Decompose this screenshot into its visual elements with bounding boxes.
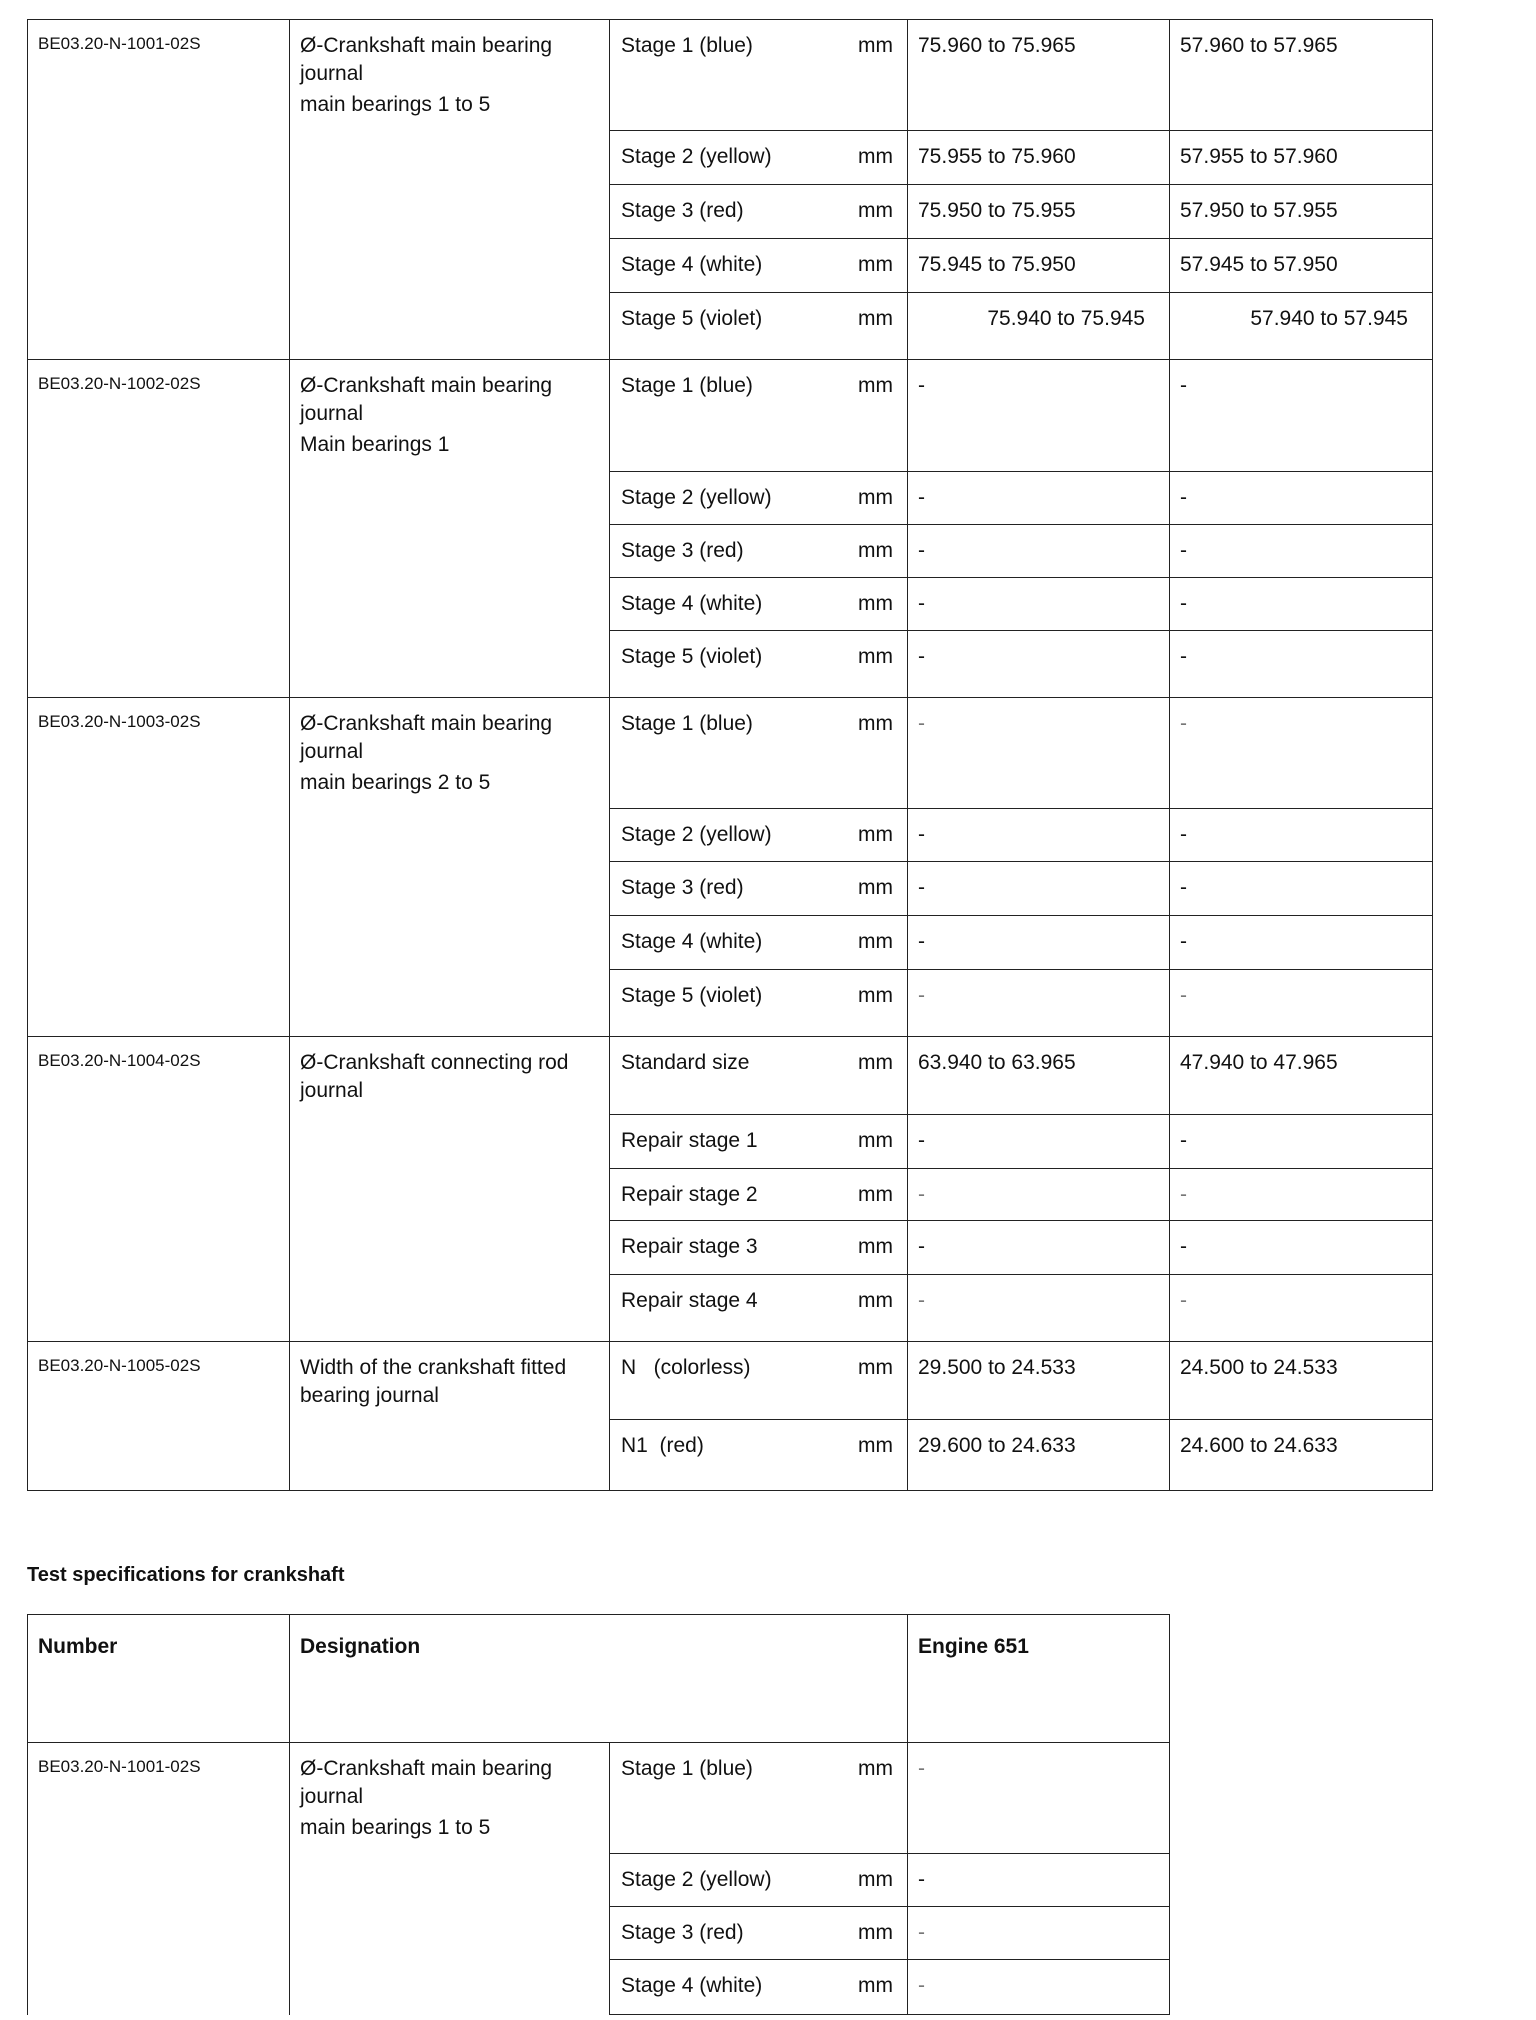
header-number: Number (28, 1615, 290, 1743)
designation-text: Width of the crankshaft fitted bearing journal (300, 1356, 567, 1407)
value-2: 47.940 to 47.965 (1170, 1037, 1433, 1115)
row-unit: mm (850, 1960, 908, 2015)
value-2: 57.950 to 57.955 (1170, 185, 1433, 239)
value-1: - (908, 360, 1170, 472)
table-row (28, 698, 1433, 809)
row-label: N1 (red) (610, 1420, 850, 1491)
row-unit: mm (850, 578, 908, 631)
value-2: 57.955 to 57.960 (1170, 131, 1433, 185)
value-2: - (1170, 1275, 1433, 1342)
row-label: Stage 2 (yellow) (610, 472, 850, 525)
spec-number: BE03.20-N-1002-02S (28, 360, 290, 698)
value-1: - (908, 862, 1170, 916)
spec-designation (290, 1743, 610, 2015)
value-1: 75.955 to 75.960 (908, 131, 1170, 185)
value-1: 29.500 to 24.533 (908, 1342, 1170, 1420)
row-unit: mm (850, 970, 908, 1037)
value-2: - (1170, 631, 1433, 698)
designation-text: Ø-Crankshaft connecting rod journal (300, 1051, 569, 1102)
table-row (28, 20, 1433, 131)
value-2: - (1170, 809, 1433, 862)
row-unit: mm (850, 862, 908, 916)
value-1: - (908, 1854, 1170, 1907)
designation-sub: main bearings 1 to 5 (300, 93, 491, 116)
row-label: Stage 4 (white) (610, 916, 850, 970)
value-1: - (908, 1169, 1170, 1221)
value-2: - (1170, 970, 1433, 1037)
value-2: - (1170, 862, 1433, 916)
designation-sub: Main bearings 1 (300, 433, 450, 456)
value-1: 75.940 to 75.945 (908, 293, 1170, 360)
row-label: Stage 5 (violet) (610, 970, 850, 1037)
row-unit: mm (850, 131, 908, 185)
row-label: Stage 2 (yellow) (610, 131, 850, 185)
row-unit: mm (850, 472, 908, 525)
row-label: Repair stage 3 (610, 1221, 850, 1275)
spec-designation (290, 360, 610, 698)
value-1: 75.950 to 75.955 (908, 185, 1170, 239)
table-row (28, 1037, 1433, 1115)
designation-text: Ø-Crankshaft main bearing journal (300, 1757, 553, 1808)
row-unit: mm (850, 20, 908, 131)
value-2: - (1170, 698, 1433, 809)
value-1: - (908, 698, 1170, 809)
row-unit: mm (850, 1342, 908, 1420)
row-label: Stage 4 (white) (610, 578, 850, 631)
value-1: - (908, 1743, 1170, 1854)
row-unit: mm (850, 698, 908, 809)
row-unit: mm (850, 1743, 908, 1854)
row-unit: mm (850, 293, 908, 360)
value-2: 57.945 to 57.950 (1170, 239, 1433, 293)
spec-number: BE03.20-N-1004-02S (28, 1037, 290, 1342)
row-label: Stage 3 (red) (610, 862, 850, 916)
value-1: 75.945 to 75.950 (908, 239, 1170, 293)
spec-number: BE03.20-N-1001-02S (28, 1743, 290, 2015)
value-1: - (908, 578, 1170, 631)
value-1: - (908, 1907, 1170, 1960)
value-2: 24.600 to 24.633 (1170, 1420, 1433, 1491)
row-unit: mm (850, 1221, 908, 1275)
row-label: Stage 1 (blue) (610, 20, 850, 131)
spec-designation (290, 20, 610, 360)
row-unit: mm (850, 631, 908, 698)
row-unit: mm (850, 809, 908, 862)
value-2: 24.500 to 24.533 (1170, 1342, 1433, 1420)
value-1: 63.940 to 63.965 (908, 1037, 1170, 1115)
row-label: Stage 4 (white) (610, 239, 850, 293)
designation-text: Ø-Crankshaft main bearing journal (300, 712, 553, 763)
row-unit: mm (850, 1907, 908, 1960)
value-2: 57.960 to 57.965 (1170, 20, 1433, 131)
row-unit: mm (850, 239, 908, 293)
row-label: Stage 5 (violet) (610, 293, 850, 360)
row-label: Stage 2 (yellow) (610, 1854, 850, 1907)
row-unit: mm (850, 1854, 908, 1907)
value-2: - (1170, 472, 1433, 525)
value-1: - (908, 1221, 1170, 1275)
value-2: - (1170, 916, 1433, 970)
table-row (28, 1743, 1170, 1854)
row-unit: mm (850, 1037, 908, 1115)
designation-sub: main bearings 1 to 5 (300, 1816, 491, 1839)
row-label: Stage 1 (blue) (610, 698, 850, 809)
spec-number: BE03.20-N-1003-02S (28, 698, 290, 1037)
row-label: Stage 3 (red) (610, 1907, 850, 1960)
section-title: Test specifications for crankshaft (27, 1564, 345, 1586)
spec-table (27, 19, 1433, 1491)
row-label: N (colorless) (610, 1342, 850, 1420)
row-unit: mm (850, 1115, 908, 1169)
value-1: - (908, 1115, 1170, 1169)
row-label: Repair stage 4 (610, 1275, 850, 1342)
spec-designation (290, 1342, 610, 1491)
value-1: 75.960 to 75.965 (908, 20, 1170, 131)
row-unit: mm (850, 1275, 908, 1342)
row-label: Stage 5 (violet) (610, 631, 850, 698)
value-2: - (1170, 1169, 1433, 1221)
value-2: - (1170, 578, 1433, 631)
header-engine: Engine 651 (908, 1615, 1170, 1743)
spec-number: BE03.20-N-1005-02S (28, 1342, 290, 1491)
header-designation: Designation (290, 1615, 908, 1743)
row-label: Repair stage 1 (610, 1115, 850, 1169)
row-unit: mm (850, 525, 908, 578)
row-unit: mm (850, 185, 908, 239)
table-header-row (28, 1615, 1170, 1743)
value-1: - (908, 631, 1170, 698)
value-1: - (908, 1960, 1170, 2015)
value-1: 29.600 to 24.633 (908, 1420, 1170, 1491)
value-1: - (908, 1275, 1170, 1342)
row-unit: mm (850, 360, 908, 472)
row-label: Stage 2 (yellow) (610, 809, 850, 862)
row-label: Stage 4 (white) (610, 1960, 850, 2015)
value-1: - (908, 970, 1170, 1037)
row-label: Stage 3 (red) (610, 185, 850, 239)
table-row (28, 1342, 1433, 1420)
designation-text: Ø-Crankshaft main bearing journal (300, 374, 553, 425)
table-row (28, 360, 1433, 472)
spec-designation (290, 1037, 610, 1342)
row-unit: mm (850, 1169, 908, 1221)
test-spec-table (27, 1614, 1170, 2015)
value-1: - (908, 525, 1170, 578)
value-2: 57.940 to 57.945 (1170, 293, 1433, 360)
row-label: Stage 1 (blue) (610, 360, 850, 472)
spec-number: BE03.20-N-1001-02S (28, 20, 290, 360)
value-2: - (1170, 1115, 1433, 1169)
value-1: - (908, 472, 1170, 525)
row-unit: mm (850, 1420, 908, 1491)
value-1: - (908, 809, 1170, 862)
row-unit: mm (850, 916, 908, 970)
row-label: Standard size (610, 1037, 850, 1115)
value-2: - (1170, 1221, 1433, 1275)
value-2: - (1170, 525, 1433, 578)
designation-text: Ø-Crankshaft main bearing journal (300, 34, 553, 85)
spec-designation (290, 698, 610, 1037)
value-1: - (908, 916, 1170, 970)
row-label: Repair stage 2 (610, 1169, 850, 1221)
row-label: Stage 1 (blue) (610, 1743, 850, 1854)
row-label: Stage 3 (red) (610, 525, 850, 578)
value-2: - (1170, 360, 1433, 472)
designation-sub: main bearings 2 to 5 (300, 771, 491, 794)
